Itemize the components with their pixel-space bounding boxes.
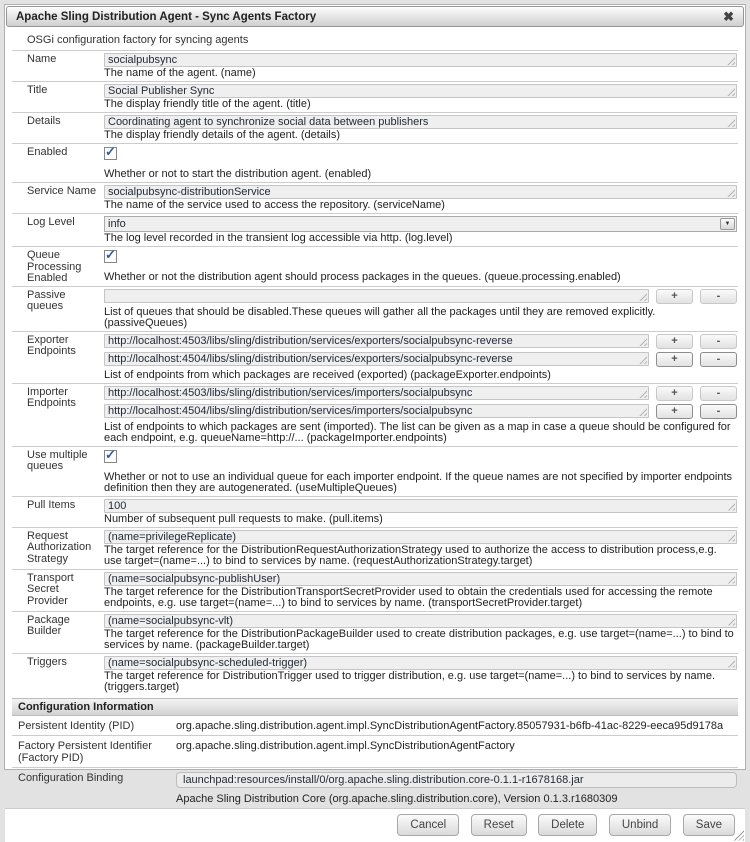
form-row-log-level <box>12 213 738 246</box>
field-label: Passive queues <box>27 288 66 312</box>
log-level-select[interactable] <box>104 216 737 232</box>
field-label: Service Name <box>27 185 97 197</box>
pid-row <box>12 716 738 735</box>
add-value-button[interactable]: + <box>656 404 693 419</box>
field-description: The log level recorded in the transient log accessible via http. (log.level) <box>104 232 453 244</box>
configuration-binding-label: Configuration Binding <box>18 771 124 784</box>
form-row-triggers <box>12 653 738 695</box>
field-label: Transport Secret Provider <box>27 571 74 607</box>
field-label: Details <box>27 115 61 127</box>
configuration-binding-row <box>12 767 738 808</box>
remove-value-button[interactable]: - <box>700 334 737 349</box>
field-label: Exporter Endpoints <box>27 333 76 357</box>
config-dialog <box>4 4 746 831</box>
queue-processing-checkbox[interactable] <box>104 247 117 263</box>
checkmark-icon: ✓ <box>105 144 116 159</box>
form-row-details <box>12 112 738 143</box>
exporter-endpoint-input-2[interactable] <box>104 352 649 366</box>
form-row-enabled <box>12 143 738 182</box>
field-label: Pull Items <box>27 498 76 511</box>
form-row-name <box>12 50 738 81</box>
dialog-titlebar <box>6 6 744 27</box>
field-description: The name of the agent. (name) <box>104 67 256 79</box>
factory-description: OSGi configuration factory for syncing agents <box>27 34 249 46</box>
remove-value-button[interactable]: - <box>700 352 737 367</box>
field-label: Title <box>27 84 48 96</box>
exporter-endpoint-input-1[interactable] <box>104 334 649 348</box>
details-input[interactable] <box>104 115 737 129</box>
field-description: List of endpoints to which packages are sent (imported). The list can be given as a map in case a queue should be configured for each endpoint, e.g. queueName=http://... (packageImporter.endpoints) <box>104 420 731 444</box>
delete-button[interactable]: Delete <box>538 814 597 836</box>
pull-items-input[interactable] <box>104 499 737 513</box>
form-row-exporter-endpoints <box>12 331 738 383</box>
transport-secret-provider-input[interactable] <box>104 572 737 586</box>
field-label: Request Authorization Strategy <box>27 529 92 565</box>
dialog-content <box>5 28 745 808</box>
field-description: List of endpoints from which packages are received (exported) (packageExporter.endpoints) <box>104 368 551 381</box>
form-row-queue-processing-enabled <box>12 246 738 286</box>
field-label: Log Level <box>27 216 75 228</box>
selected-option: info <box>108 218 126 230</box>
form-row-request-authorization-strategy <box>12 527 738 569</box>
field-description: The display friendly details of the agent. (details) <box>104 129 341 141</box>
add-value-button[interactable]: + <box>656 334 693 349</box>
field-description: Whether or not to use an individual queue for each importer endpoint. If the queue names are not specified by importer endpoints definition then they are autogenerated. (useMultipleQueues) <box>104 470 732 494</box>
service-name-input[interactable] <box>104 185 737 199</box>
factory-pid-label: Factory Persistent Identifier (Factory PID) <box>18 739 152 764</box>
remove-value-button[interactable]: - <box>700 289 737 304</box>
field-description: Whether or not to start the distribution agent. (enabled) <box>104 168 372 180</box>
form-row-package-builder <box>12 611 738 653</box>
add-value-button[interactable]: + <box>656 386 693 401</box>
configuration-binding-input[interactable] <box>176 772 737 788</box>
field-label: Queue Processing Enabled <box>27 249 82 284</box>
field-description: The target reference for the DistributionRequestAuthorizationStrategy used to authorize the access to distribution process,e.g. use target=(name=...) to bind to services by name. (requestAuthorizationStrategy.target) <box>104 543 717 567</box>
footer-buttonbar <box>5 808 745 842</box>
field-label: Enabled <box>27 146 68 158</box>
field-description: The target reference for the DistributionPackageBuilder used to create distribution packages, e.g. use target=(name=...) to bind to services by name. (packageBuilder.target) <box>104 627 734 651</box>
remove-value-button[interactable]: - <box>700 404 737 419</box>
importer-endpoint-input-2[interactable] <box>104 404 649 418</box>
pid-label: Persistent Identity (PID) <box>18 719 135 732</box>
triggers-input[interactable] <box>104 656 737 670</box>
title-input[interactable] <box>104 84 737 98</box>
enabled-checkbox[interactable] <box>104 144 117 160</box>
field-description: Whether or not the distribution agent should process packages in the queues. (queue.processing.enabled) <box>104 271 621 283</box>
dropdown-arrow-icon: ▼ <box>720 218 735 230</box>
package-builder-input[interactable] <box>104 614 737 628</box>
field-description: The target reference for the DistributionTransportSecretProvider used to obtain the credentials used for accessing the remote endpoints, e.g. use target=(name=...) to bind to services by name. (transportSecretProvider.target) <box>104 585 713 609</box>
form-row-importer-endpoints <box>12 383 738 446</box>
request-authorization-strategy-input[interactable] <box>104 530 737 544</box>
reset-button[interactable]: Reset <box>471 814 527 836</box>
field-label: Triggers <box>27 655 67 668</box>
configuration-information-header: Configuration Information <box>12 698 738 716</box>
form-row-transport-secret-provider <box>12 569 738 611</box>
unbind-button[interactable]: Unbind <box>609 814 671 836</box>
add-value-button[interactable]: + <box>656 289 693 304</box>
field-label: Importer Endpoints <box>27 385 76 409</box>
form-row-passive-queues <box>12 286 738 331</box>
field-description: The target reference for DistributionTrigger used to trigger distribution, e.g. use target=(name=...) to bind to services by name. (triggers.target) <box>104 669 716 693</box>
field-description: The name of the service used to access the repository. (serviceName) <box>104 199 445 211</box>
close-icon[interactable]: ✖ <box>723 9 734 24</box>
field-label: Name <box>27 53 57 65</box>
form-row-use-multiple-queues <box>12 446 738 496</box>
save-button[interactable]: Save <box>683 814 735 836</box>
cancel-button[interactable]: Cancel <box>397 814 459 836</box>
form-row-pull-items <box>12 496 738 527</box>
checkmark-icon: ✓ <box>105 247 116 262</box>
pid-value: org.apache.sling.distribution.agent.impl.SyncDistributionAgentFactory.85057931-b6fb-41ac-8229-eeca95d9178a <box>176 719 724 732</box>
field-label: Package Builder <box>27 613 70 637</box>
use-multiple-queues-checkbox[interactable] <box>104 446 117 463</box>
remove-value-button[interactable]: - <box>700 386 737 401</box>
field-description: Number of subsequent pull requests to make. (pull.items) <box>104 512 383 525</box>
form-row-title <box>12 81 738 112</box>
field-label: Use multiple queues <box>27 448 88 472</box>
name-input[interactable] <box>104 53 737 67</box>
factory-pid-row <box>12 735 738 767</box>
factory-pid-value: org.apache.sling.distribution.agent.impl.SyncDistributionAgentFactory <box>176 739 515 752</box>
checkmark-icon: ✓ <box>105 446 116 462</box>
dialog-title: Apache Sling Distribution Agent - Sync Agents Factory <box>16 10 317 23</box>
bundle-version-note: Apache Sling Distribution Core (org.apache.sling.distribution.core), Version 0.1.3.r1680309 <box>176 792 618 805</box>
add-value-button[interactable]: + <box>656 352 693 367</box>
importer-endpoint-input-1[interactable] <box>104 386 649 400</box>
passive-queues-input[interactable] <box>104 289 649 303</box>
form-row-service-name <box>12 182 738 213</box>
field-description: The display friendly title of the agent. (title) <box>104 98 311 110</box>
field-description: List of queues that should be disabled.These queues will gather all the packages until they are removed explicitly. (passiveQueues) <box>104 305 656 329</box>
